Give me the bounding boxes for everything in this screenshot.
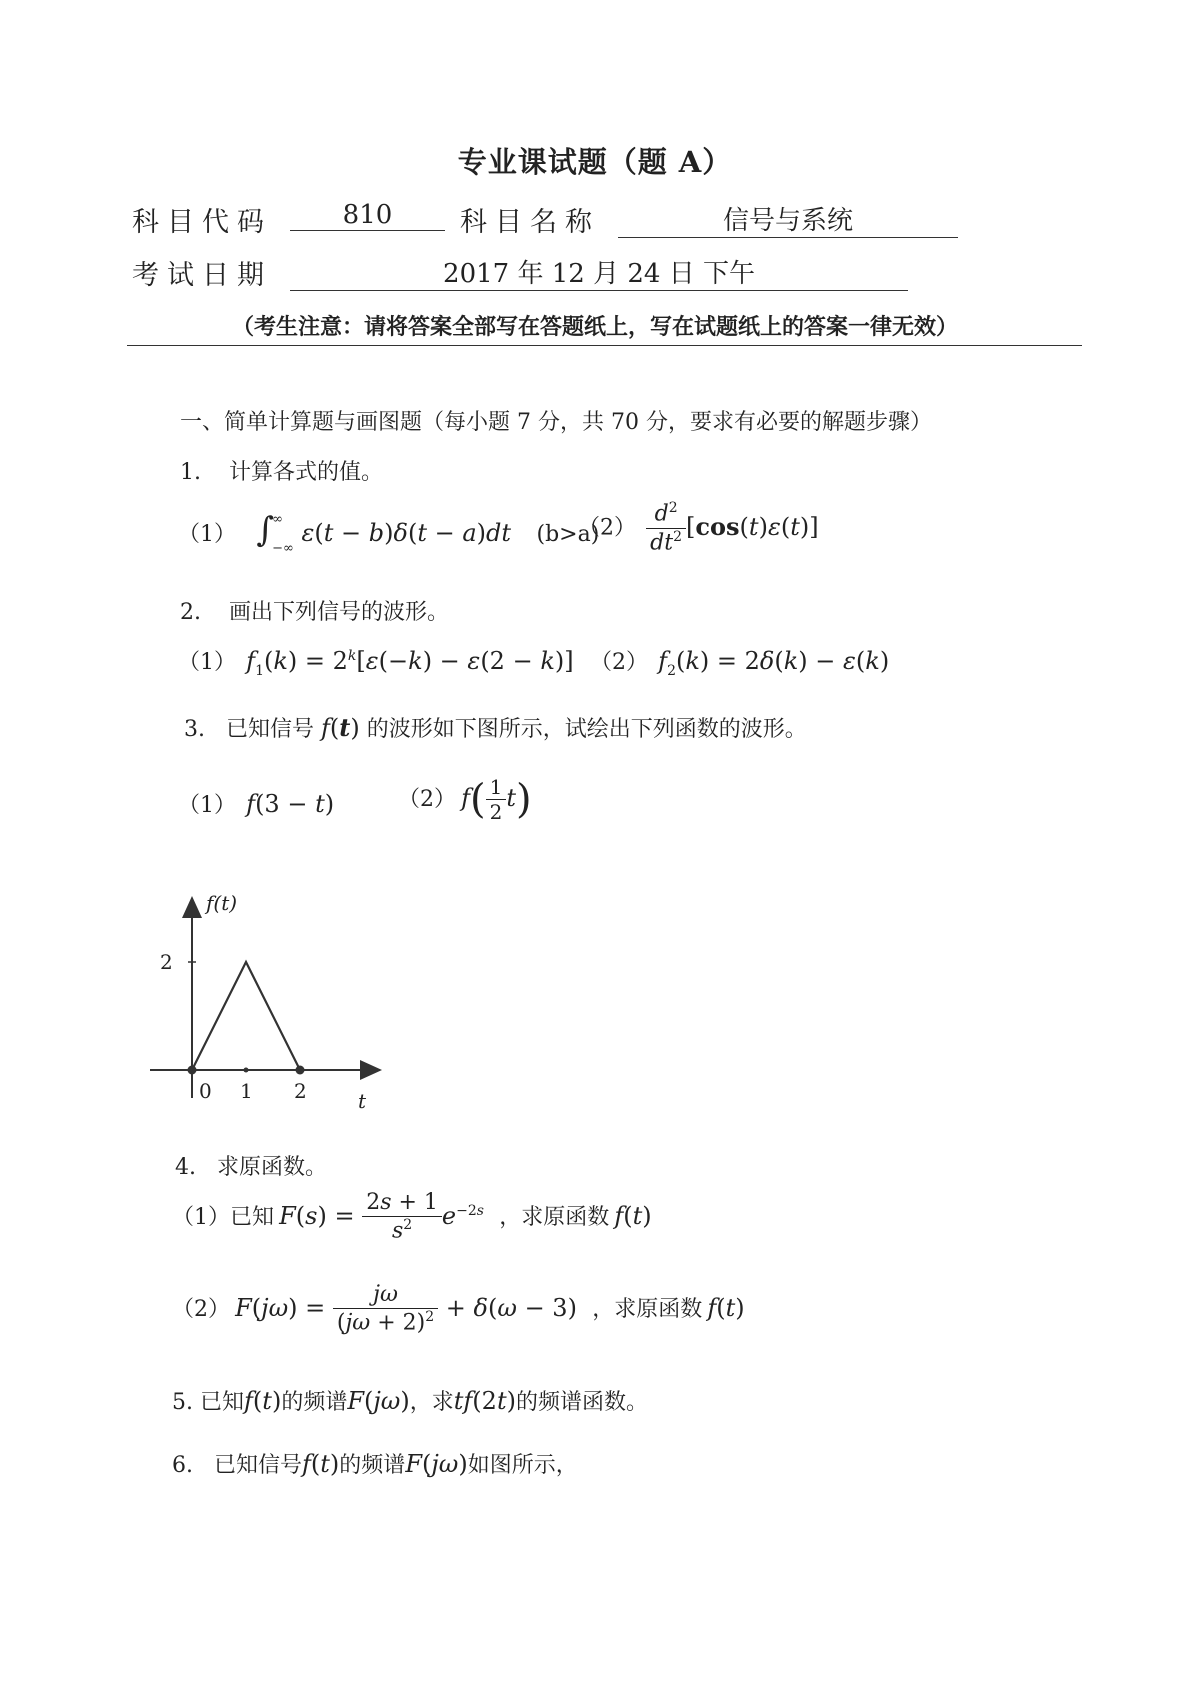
question-text: 画出下列信号的波形。 [228, 600, 449, 625]
question-number: 4. [175, 1155, 196, 1180]
question-text: ，求 [409, 1390, 454, 1415]
question-2-part-2 [590, 645, 889, 679]
question-1 [180, 455, 383, 486]
data-point [296, 1066, 305, 1075]
integral-condition: (b>a) [536, 522, 600, 547]
function-f-half-t: f( $\frac{1}{2}$ t) [461, 775, 532, 824]
question-3 [184, 712, 807, 743]
question-number: 1. [180, 460, 201, 485]
integral-expression: ∫ ∞ −∞ ε(t − b)δ(t − a)dt [256, 510, 512, 556]
question-text: 计算各式的值。 [228, 460, 383, 485]
y-tick-label: 2 [160, 950, 173, 974]
fourier-expression: F(jω) = $\frac{j\omega}{(j\omega + 2)^2}$ + δ(ω − 3) [235, 1282, 577, 1336]
exam-date-label: 考试日期 [132, 260, 272, 291]
inline-ft: f(t) [302, 1450, 340, 1478]
question-number: 6. [172, 1453, 193, 1478]
inline-tf2t: tf(2t) [453, 1387, 516, 1415]
inline-ft: f(t) [321, 713, 360, 742]
inline-ft: f(t) [614, 1202, 652, 1231]
section-heading: 一、简单计算题与画图题（每小题 7 分，共 70 分，要求有必要的解题步骤） [180, 410, 932, 435]
question-text: 如图所示， [467, 1453, 578, 1478]
inline-spectrum: F(jω) [405, 1450, 468, 1478]
question-number: 5. [172, 1390, 193, 1415]
question-4-part-1 [172, 1190, 652, 1245]
question-4-part-2 [172, 1282, 745, 1337]
inline-spectrum: F(jω) [347, 1387, 410, 1415]
subject-code-label: 科目代码 [132, 207, 272, 238]
question-2-part-1 [178, 645, 574, 679]
exam-notice: （考生注意：请将答案全部写在答题纸上，写在试题纸上的答案一律无效） [231, 314, 958, 340]
signal-expression-f2: $f_2(k) = 2\delta(k) - \varepsilon(k)$ [658, 647, 890, 679]
question-text: 求原函数。 [216, 1155, 327, 1180]
question-1-part-1 [178, 510, 599, 556]
function-f-3-minus-t: f(3 − t) [246, 790, 335, 818]
x-tick-label: 1 [240, 1079, 253, 1103]
question-3-part-1 [178, 788, 334, 819]
signal-expression-f1: $f_1(k) = 2^k[\varepsilon(-k) - \varepsilon(2 - k)]$ [246, 647, 574, 679]
inline-ft: f(t) [707, 1294, 745, 1323]
page-title: 专业课试题（题 A） [457, 145, 733, 179]
header-divider [127, 345, 1082, 346]
question-text: 已知 [200, 1390, 245, 1415]
question-number: 2. [180, 600, 201, 625]
part-label: （1） [178, 522, 236, 547]
part-label: （1） [178, 650, 236, 675]
part-suffix: ，求原函数 [499, 1205, 610, 1231]
question-1-part-2 [578, 500, 819, 556]
data-point [188, 1066, 197, 1075]
subject-name-label: 科目名称 [460, 207, 600, 238]
question-text: 的频谱 [339, 1453, 406, 1478]
part-label: （1）已知 [172, 1205, 274, 1231]
y-axis-label: f(t) [206, 891, 238, 915]
question-text: 的频谱函数。 [515, 1390, 648, 1415]
question-text: 的频谱 [281, 1390, 348, 1415]
x-tick-label: 2 [294, 1079, 307, 1103]
question-2 [180, 595, 449, 626]
derivative-expression: $\frac{d^2}{dt^2}$ [cos(t)ε(t)] [646, 513, 818, 541]
inline-ft: f(t) [244, 1387, 282, 1415]
part-label: （1） [178, 793, 236, 818]
part-suffix: ，求原函数 [592, 1297, 703, 1323]
exam-date-value: 2017 年 12 月 24 日 下午 [290, 253, 908, 291]
part-label: （2） [172, 1297, 230, 1323]
subject-name-value: 信号与系统 [618, 200, 958, 238]
question-3-part-2 [398, 775, 532, 824]
ft-waveform-plot [150, 880, 390, 1115]
x-axis-label: t [358, 1089, 367, 1113]
question-6 [172, 1448, 578, 1479]
part-label: （2） [590, 650, 648, 675]
laplace-expression: F(s) = $\frac{2s + 1}{s^2}$ $e^{-2s}$ [279, 1190, 484, 1244]
part-label: （2） [578, 515, 636, 541]
x-tick-label: 0 [199, 1079, 212, 1103]
question-text: 的波形如下图所示，试绘出下列函数的波形。 [366, 717, 807, 742]
question-4 [175, 1150, 327, 1181]
x-tick-mark [244, 1068, 249, 1073]
subject-code-value: 810 [290, 200, 445, 231]
question-text: 已知信号 [225, 717, 314, 742]
question-text: 已知信号 [213, 1453, 302, 1478]
part-label: （2） [398, 787, 456, 812]
question-number: 3. [184, 717, 205, 742]
question-5 [172, 1385, 648, 1416]
ft-series-line [192, 962, 300, 1070]
